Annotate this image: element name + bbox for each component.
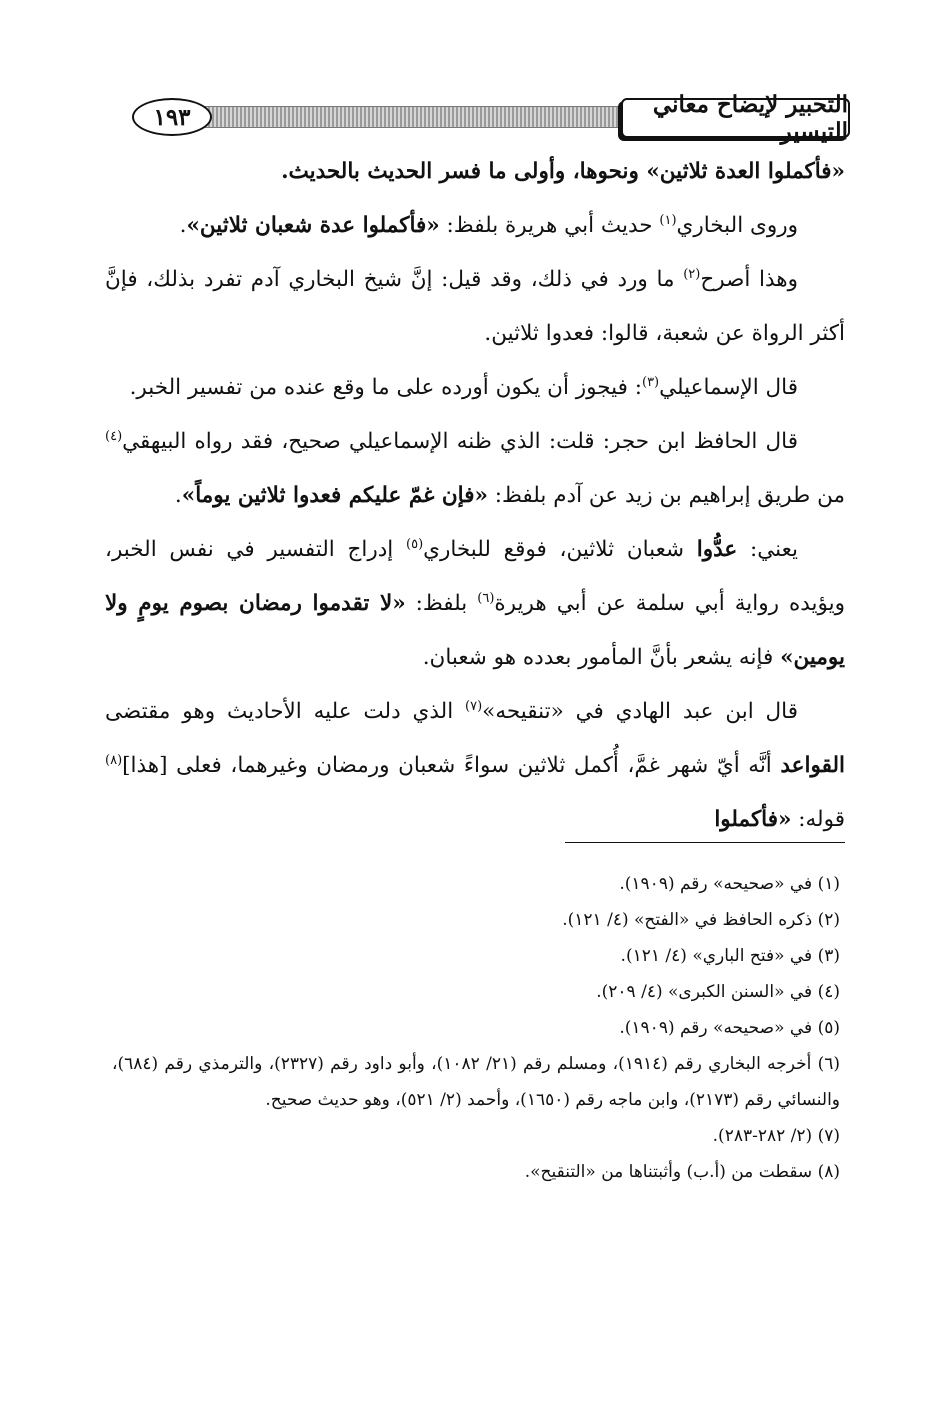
p7-bold-1: القواعد — [780, 753, 845, 778]
footnote-ref-5: (٥) — [406, 536, 424, 552]
p6-e: فإنه يشعر بأنَّ المأمور بعدده هو شعبان. — [422, 645, 781, 670]
paragraph-7 — [105, 685, 845, 847]
p5-mid: من طريق إبراهيم بن زيد عن آدم بلفظ: — [487, 483, 845, 508]
p4-text: قال الإسماعيلي — [659, 375, 798, 400]
book-title: التحبير لإيضاح معاني التيسير — [621, 98, 850, 138]
page-number: ١٩٣ — [132, 98, 212, 136]
paragraph-1-text: «فأكملوا العدة ثلاثين» ونحوها، وأولى ما فسر الحديث بالحديث. — [281, 159, 845, 184]
p6-d: بلفظ: — [405, 591, 478, 616]
p5-text: قال الحافظ ابن حجر: قلت: الذي ظنه الإسماعيلي صحيح، فقد رواه البيهقي — [122, 429, 798, 454]
p5-end: . — [174, 483, 182, 508]
footnotes — [112, 866, 840, 1190]
footnote-3: (٣) في «فتح الباري» (٤/ ١٢١). — [620, 946, 840, 966]
footnote-5: (٥) في «صحيحه» رقم (١٩٠٩). — [619, 1018, 840, 1038]
p3-text: وهذا أصرح — [700, 267, 798, 292]
footnote-ref-2: (٢) — [683, 266, 701, 282]
footnote-ref-1: (١) — [659, 212, 677, 228]
footnote-ref-6: (٦) — [477, 590, 495, 606]
footnote-2: (٢) ذكره الحافظ في «الفتح» (٤/ ١٢١). — [562, 910, 840, 930]
footnote-1: (١) في «صحيحه» رقم (١٩٠٩). — [619, 874, 840, 894]
p7-c: أنَّه أيّ شهر غمَّ، أُكمل ثلاثين سواءً شعبان ورمضان وغيرهما، فعلى [هذا] — [122, 753, 781, 778]
p2-text: وروى البخاري — [676, 213, 798, 238]
p7-bold-2: «فأكملوا — [714, 807, 792, 832]
footnote-8: (٨) سقطت من (أ.ب) وأثبتناها من «التنقيح». — [524, 1162, 840, 1182]
p7-a: قال ابن عبد الهادي في «تنقيحه» — [482, 699, 798, 724]
p4-rest: : فيجوز أن يكون أورده على ما وقع عنده من تفسير الخبر. — [129, 375, 642, 400]
footnote-ref-3: (٣) — [641, 374, 660, 390]
p3-rest: ما ورد في ذلك، وقد قيل: إنَّ شيخ البخاري آدم تفرد بذلك، فإنَّ أكثر الرواة عن شعبة، قالوا: فعدوا ثلاثين. — [105, 267, 845, 346]
paragraph-2 — [105, 199, 845, 253]
paragraph-6 — [105, 523, 845, 685]
footnote-ref-8: (٨) — [105, 752, 123, 768]
p5-hadith: «فإن غمّ عليكم فعدوا ثلاثين يوماً» — [181, 483, 488, 508]
p2-mid: حديث أبي هريرة بلفظ: — [439, 213, 660, 238]
main-text — [105, 145, 845, 847]
p7-d: قوله: — [791, 807, 845, 832]
p6-c: إدراج التفسير في نفس الخبر، ويؤيده رواية أبي سلمة عن أبي هريرة — [105, 537, 845, 616]
paragraph-4 — [105, 361, 845, 415]
p6-b: شعبان ثلاثين، فوقع للبخاري — [423, 537, 697, 562]
p7-b: الذي دلت عليه الأحاديث وهو مقتضى — [105, 699, 466, 724]
footnote-separator — [565, 842, 845, 843]
p6-hadith: «لا تقدموا رمضان بصوم يومٍ ولا يومين» — [105, 591, 845, 670]
footnote-4: (٤) في «السنن الكبرى» (٤/ ٢٠٩). — [596, 982, 840, 1002]
header-decorative-band — [160, 106, 635, 128]
paragraph-5 — [105, 415, 845, 523]
running-header — [100, 91, 850, 145]
p2-end: . — [179, 213, 187, 238]
footnote-7: (٧) (٢/ ٢٨٢-٢٨٣). — [712, 1126, 840, 1146]
paragraph-3 — [105, 253, 845, 361]
footnote-6: (٦) أخرجه البخاري رقم (١٩١٤)، ومسلم رقم (٢١/ ١٠٨٢)، وأبو داود رقم (٢٣٢٧)، والترمذي رقم (٦٨٤)، والنسائي رقم (٢١٧٣)، وابن ماجه رقم (١٦٥٠)، وأحمد (٢/ ٥٢١)، وهو حديث صحيح. — [112, 1054, 840, 1110]
footnote-ref-7: (٧) — [465, 698, 483, 714]
p2-hadith: «فأكملوا عدة شعبان ثلاثين» — [186, 213, 440, 238]
paragraph-1 — [105, 145, 845, 199]
p6-bold-1: عدُّوا — [696, 537, 738, 562]
p6-a: يعني: — [737, 537, 799, 562]
footnote-ref-4: (٤) — [105, 428, 123, 444]
